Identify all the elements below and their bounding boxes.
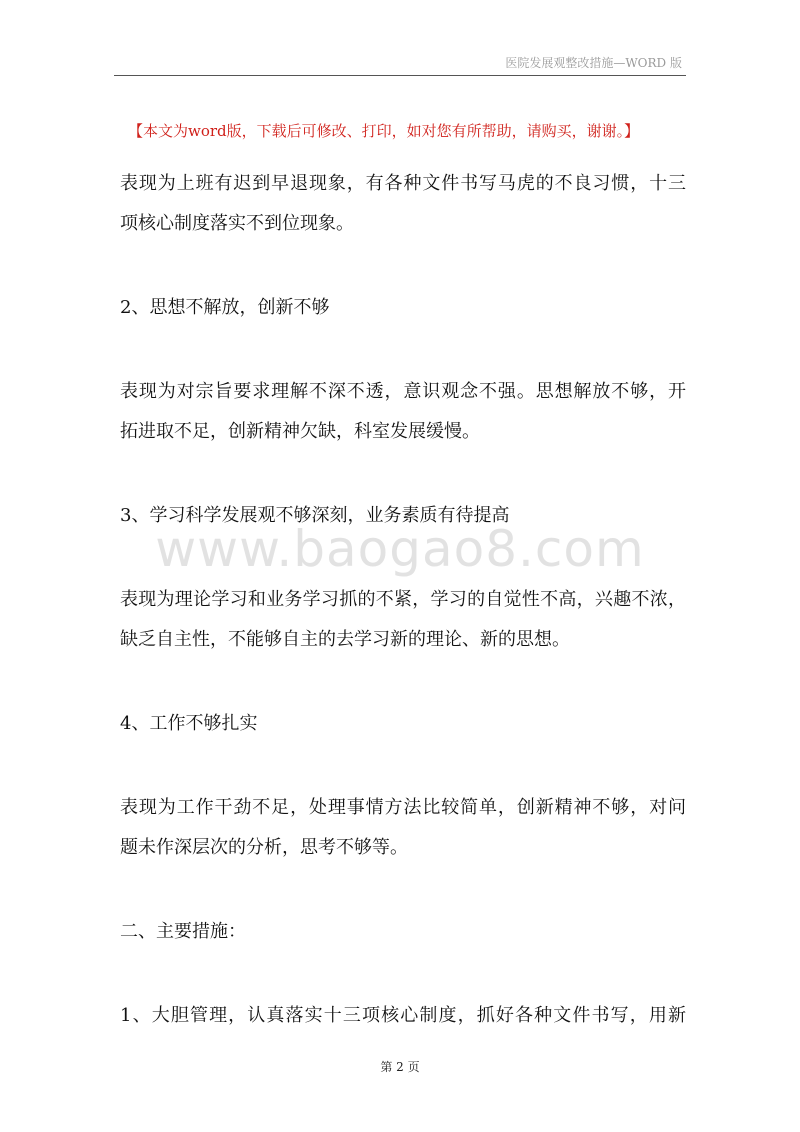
paragraph-line: 表现为工作干劲不足，处理事情方法比较简单，创新精神不够，对问 xyxy=(120,797,686,818)
heading-text: 二、主要措施： xyxy=(120,921,246,942)
paragraph-2 xyxy=(120,372,686,452)
paragraph-line: 题未作深层次的分析，思考不够等。 xyxy=(120,837,408,858)
paragraph-line: 表现为理论学习和业务学习抓的不紧，学习的自觉性不高，兴趣不浓， xyxy=(120,589,686,610)
paragraph-3 xyxy=(120,580,686,660)
paragraph-line: 表现为对宗旨要求理解不深不透，意识观念不强。思想解放不够，开 xyxy=(120,381,686,402)
section-heading-measures xyxy=(120,912,686,952)
header-divider xyxy=(114,75,686,76)
paragraph-4 xyxy=(120,788,686,868)
paragraph-line: 缺乏自主性，不能够自主的去学习新的理论、新的思想。 xyxy=(120,629,570,650)
paragraph-1 xyxy=(120,164,686,244)
paragraph-line: 项核心制度落实不到位现象。 xyxy=(120,213,354,234)
purchase-notice: 【本文为word版，下载后可修改、打印，如对您有所帮助，请购买，谢谢。】 xyxy=(128,122,640,140)
paragraph-5 xyxy=(120,996,686,1036)
paragraph-line: 表现为上班有迟到早退现象，有各种文件书写马虎的不良习惯，十三 xyxy=(120,173,686,194)
heading-text: 4、工作不够扎实 xyxy=(120,713,258,734)
page-header-title: 医院发展观整改措施—WORD 版 xyxy=(505,56,682,70)
paragraph-line: 拓进取不足，创新精神欠缺，科室发展缓慢。 xyxy=(120,421,480,442)
heading-text: 3、学习科学发展观不够深刻，业务素质有待提高 xyxy=(120,505,510,526)
section-heading-4 xyxy=(120,704,686,744)
page-number: 第 2 页 xyxy=(380,1060,420,1074)
heading-text: 2、思想不解放，创新不够 xyxy=(120,297,330,318)
section-heading-3 xyxy=(120,496,686,536)
paragraph-line: 1、大胆管理，认真落实十三项核心制度，抓好各种文件书写，用新 xyxy=(120,1005,686,1026)
section-heading-2 xyxy=(120,288,686,328)
watermark: www.baogao8.com xyxy=(155,520,645,578)
